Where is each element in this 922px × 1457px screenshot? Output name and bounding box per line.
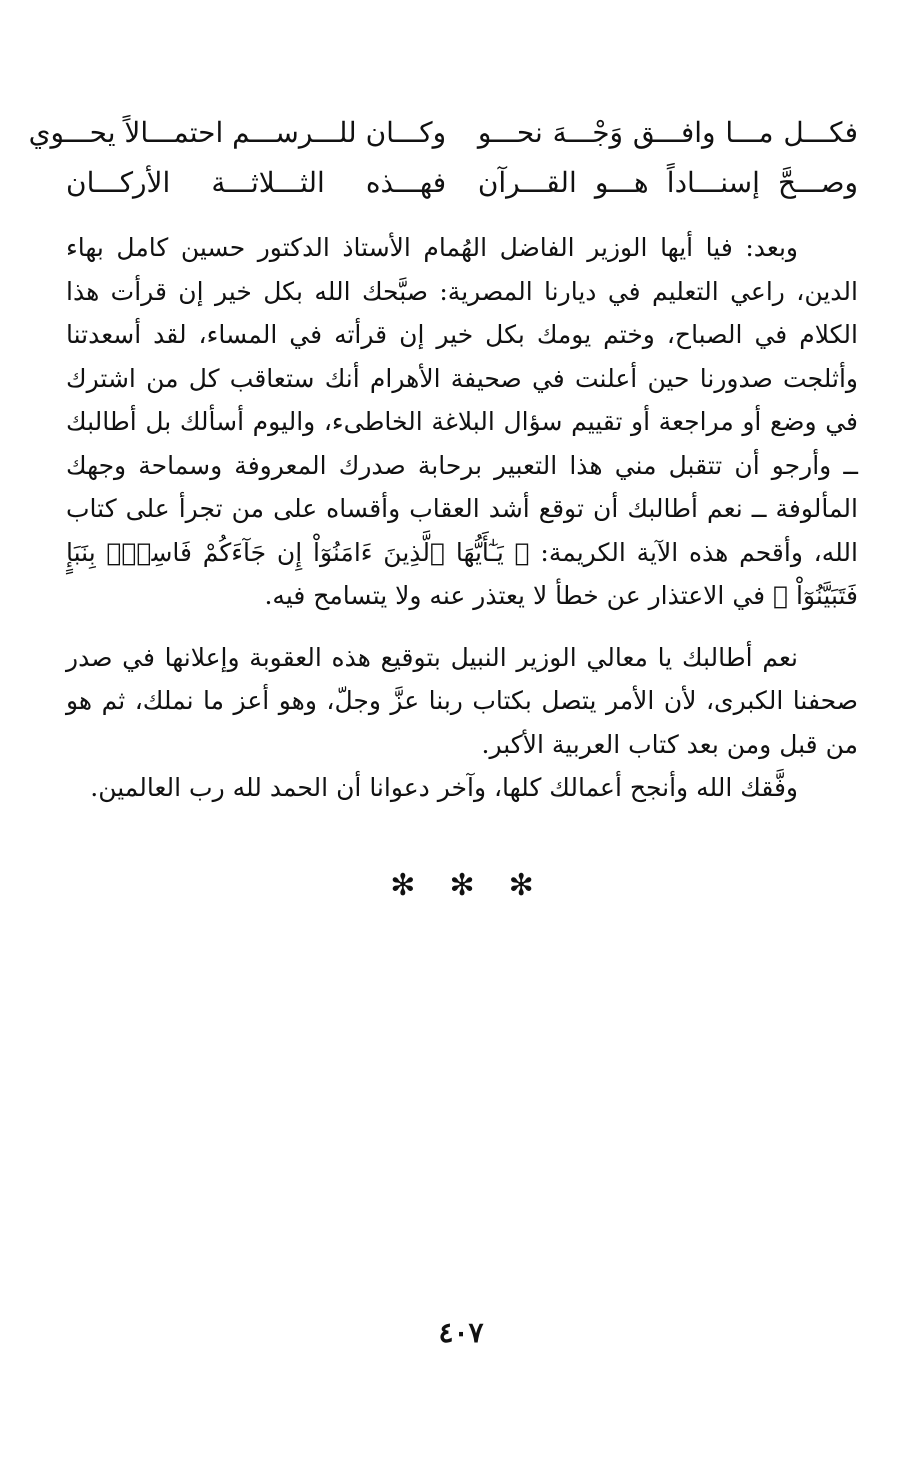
body-text [66,226,858,810]
asterisk-ornament-icon: ✻ [508,867,534,903]
verse-hemistich-first: وصـــحَّ إسنـــاداً هـــو القـــرآن [477,166,858,199]
paragraph: وبعد: فيا أيها الوزير الفاضل الهُمام الأستاذ الدكتور حسين كامل بهاء الدين، راعي التعليم في ديارنا المصرية: صبَّحك الله بكل خير إن قرأت هذا الكلام في الصباح، وختم يومك بكل خير إن قرأته في المساء، لقد أسعدتنا وأثلجت صدورنا حين أعلنت في صحيفة الأهرام أنك ستعاقب كل من اشترك في وضع أو مراجعة أو تقييم سؤال البلاغة الخاطىء، واليوم أسألك بل أطالبك ــ وأرجو أن تتقبل مني هذا التعبير برحابة صدرك المعروفة وسماحة وجهك المألوفة ــ نعم أطالبك أن توقع أشد العقاب وأقساه على من تجرأ على كتاب الله، وأقحم هذه الآية الكريمة: ﴿ يَـٰٓأَيُّهَا ٱلَّذِينَ ءَامَنُوٓاْ إِن جَآءَكُمْ فَاسِقُۢ بِنَبَإٍ فَتَبَيَّنُوٓاْ ﴾ في الاعتذار عن خطأ لا يعتذر عنه ولا يتسامح فيه. [66,233,858,610]
paragraph: وفَّقك الله وأنجح أعمالك كلها، وآخر دعوانا أن الحمد لله رب العالمين. [90,773,798,802]
section-separator [66,868,858,903]
page-number: ٤٠٧ [438,1316,484,1349]
verse-line [28,108,858,158]
poem-verses [28,108,858,208]
verse-hemistich-first: فكـــل مـــا وافـــق وَجْـــهَ نحـــو [477,116,858,149]
asterisk-ornament-icon: ✻ [449,867,475,903]
verse-hemistich-second: وكـــان للـــرســـم احتمـــالاً يحـــوي [28,116,447,149]
asterisk-ornament-icon: ✻ [390,867,416,903]
paragraph: نعم أطالبك يا معالي الوزير النبيل بتوقيع هذه العقوبة وإعلانها في صدر صحفنا الكبرى، لأن الأمر يتصل بكتاب ربنا عزَّ وجلّ، وهو أعز ما نملك، ثم هو من قبل ومن بعد كتاب العربية الأكبر. [66,642,858,759]
verse-line [66,158,858,208]
verse-hemistich-second: فهـــذه الثـــلاثـــة الأركـــان [66,166,447,199]
